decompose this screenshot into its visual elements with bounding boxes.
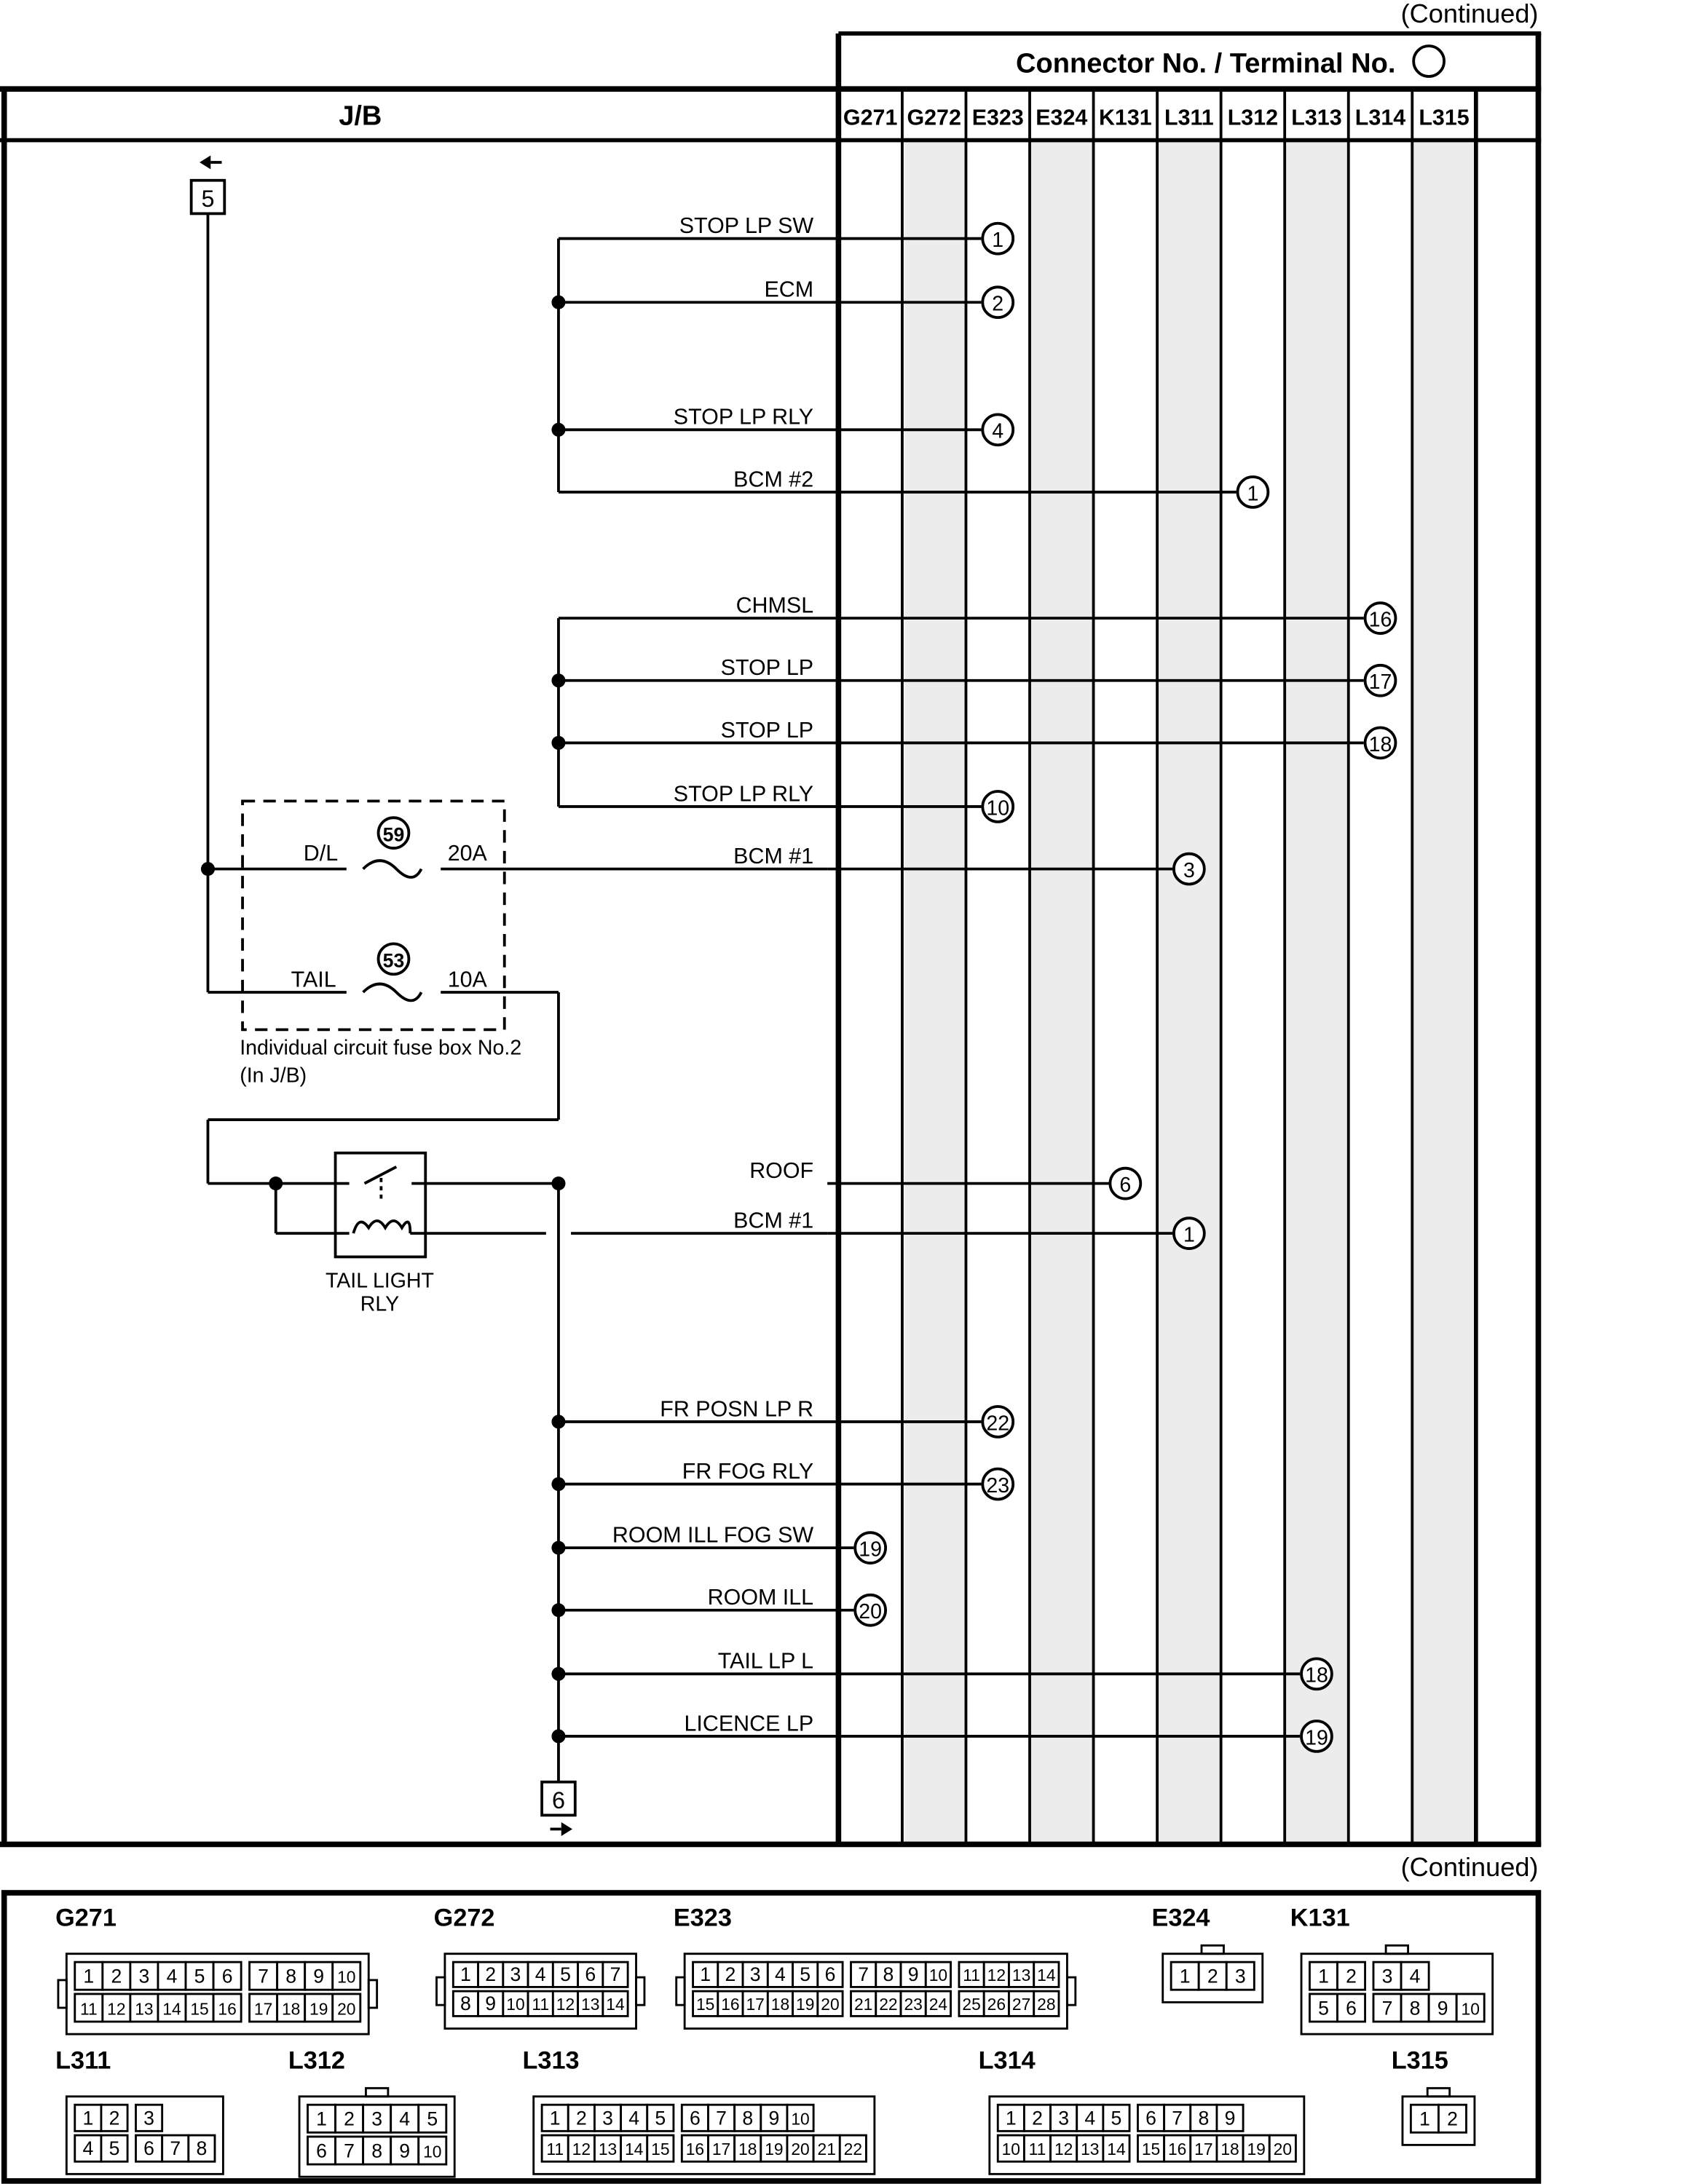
terminal-cell-number: 7 [344, 2140, 355, 2162]
terminal-cell-number: 19 [796, 1994, 815, 2014]
junction-dot [269, 1176, 283, 1190]
terminal-cell-number: 14 [606, 1994, 625, 2014]
terminal-number: 4 [992, 419, 1004, 443]
terminal-cell-number: 17 [711, 2140, 731, 2159]
terminal-cell-number: 3 [510, 1963, 521, 1985]
terminal-cell-number: 2 [1346, 1965, 1357, 1987]
terminal-number: 18 [1368, 732, 1392, 756]
terminal-cell-number: 6 [316, 2140, 327, 2162]
wire-label: ECM [764, 277, 814, 302]
terminal-cell-number: 14 [624, 2140, 644, 2159]
connector-name: L312 [288, 2046, 345, 2075]
terminal-cell-number: 1 [1005, 2107, 1017, 2129]
fuse-tail-name: TAIL [291, 967, 336, 992]
terminal-cell-number: 10 [791, 2109, 810, 2129]
jb-label: J/B [339, 100, 382, 132]
terminal-cell-number: 3 [1234, 1965, 1246, 1987]
terminal-cell-number: 8 [285, 1965, 297, 1987]
terminal-cell-number: 1 [700, 1963, 711, 1985]
terminal-cell-number: 9 [1224, 2107, 1236, 2129]
top-reference-number: 5 [201, 185, 215, 212]
connector-e324 [1151, 1904, 1262, 2003]
connector-name: G272 [433, 1904, 495, 1932]
terminal-cell-number: 15 [695, 1994, 715, 2014]
terminal-cell-number: 22 [879, 1994, 898, 2014]
terminal-cell-number: 25 [962, 1994, 981, 2014]
wire-label: FR POSN LP R [660, 1396, 814, 1422]
terminal-cell-number: 3 [138, 1965, 150, 1987]
terminal-cell-number: 10 [928, 1965, 948, 1985]
terminal-cell-number: 2 [575, 2107, 587, 2129]
terminal-cell-number: 9 [1437, 1997, 1448, 2019]
terminal-cell-number: 17 [746, 1994, 765, 2014]
terminal-cell-number: 18 [1220, 2140, 1239, 2159]
column-header-e324: E324 [1036, 105, 1088, 130]
terminal-cell-number: 4 [82, 2137, 94, 2160]
terminal-cell-number: 1 [1179, 1965, 1191, 1987]
terminal-cell-number: 12 [556, 1994, 575, 2014]
terminal-cell-number: 27 [1011, 1994, 1031, 2014]
terminal-cell-number: 12 [572, 2140, 591, 2159]
terminal-cell-number: 24 [928, 1994, 948, 2014]
terminal-cell-number: 4 [166, 1965, 178, 1987]
terminal-cell-number: 26 [987, 1994, 1006, 2014]
terminal-cell-number: 13 [1011, 1965, 1031, 1985]
terminal-cell-number: 3 [371, 2108, 383, 2130]
terminal-cell-number: 1 [1318, 1965, 1329, 1987]
wire-bcm-1 [733, 844, 1204, 885]
wire-label: ROOM ILL [707, 1585, 814, 1610]
terminal-number: 17 [1368, 670, 1392, 695]
terminal-cell-number: 8 [460, 1992, 471, 2014]
terminal-cell-number: 1 [1419, 2108, 1430, 2130]
terminal-number: 19 [859, 1538, 883, 1562]
terminal-cell-number: 13 [1081, 2140, 1100, 2159]
terminal-cell-number: 13 [135, 1999, 154, 2019]
column-header-l311: L311 [1164, 105, 1214, 130]
fuse-dl-name: D/L [303, 841, 339, 866]
column-header-g272: G272 [907, 105, 961, 130]
terminal-cell-number: 20 [821, 1994, 840, 2014]
terminal-cell-number: 7 [170, 2137, 181, 2160]
connector-lock-tab [436, 1977, 444, 2005]
terminal-cell-number: 5 [427, 2108, 438, 2130]
column-header-l314: L314 [1354, 105, 1406, 130]
terminal-cell-number: 10 [1461, 1999, 1480, 2019]
terminal-cell-number: 1 [82, 2107, 94, 2129]
fuse-tail-number: 53 [382, 949, 405, 972]
terminal-cell-number: 1 [83, 1965, 95, 1987]
column-header-e323: E323 [971, 105, 1024, 130]
wire-label: STOP LP [720, 717, 814, 743]
terminal-cell-number: 16 [721, 1994, 740, 2014]
wire-label: TAIL LP L [717, 1648, 814, 1674]
connector-terminal-title: Connector No. / Terminal No. [1016, 48, 1396, 79]
terminal-cell-number: 2 [1032, 2107, 1043, 2129]
terminal-cell-number: 3 [1058, 2107, 1070, 2129]
terminal-cell-number: 22 [843, 2140, 863, 2159]
terminal-cell-number: 3 [1381, 1965, 1393, 1987]
terminal-cell-number: 6 [1145, 2107, 1156, 2129]
terminal-cell-number: 10 [337, 1967, 356, 1987]
terminal-cell-number: 3 [749, 1963, 761, 1985]
terminal-cell-number: 28 [1037, 1994, 1056, 2014]
terminal-cell-number: 5 [109, 2137, 120, 2160]
terminal-cell-number: 10 [1001, 2140, 1021, 2159]
wire-stop-lp [559, 718, 1395, 759]
terminal-cell-number: 1 [549, 2107, 561, 2129]
wire-label: ROOM ILL FOG SW [612, 1522, 814, 1548]
connector-name: L315 [1391, 2046, 1448, 2075]
terminal-number: 22 [986, 1412, 1010, 1436]
terminal-number: 18 [1305, 1663, 1328, 1688]
terminal-cell-number: 14 [1107, 2140, 1126, 2159]
terminal-cell-number: 19 [1247, 2140, 1266, 2159]
terminal-cell-number: 2 [485, 1963, 497, 1985]
terminal-cell-number: 8 [883, 1963, 894, 1985]
terminal-cell-number: 1 [316, 2108, 327, 2130]
terminal-number: 20 [859, 1600, 883, 1624]
terminal-cell-number: 12 [107, 1999, 126, 2019]
terminal-cell-number: 17 [253, 1999, 273, 2019]
connector-panel [55, 1904, 1493, 2177]
terminal-cell-number: 17 [1194, 2140, 1213, 2159]
terminal-cell-number: 14 [162, 1999, 181, 2019]
terminal-cell-number: 4 [535, 1963, 546, 1985]
connector-e323 [674, 1904, 1076, 2029]
terminal-cell-number: 6 [824, 1963, 836, 1985]
terminal-cell-number: 11 [546, 2140, 564, 2159]
connector-lock-tab [58, 1980, 66, 2008]
junction-dot [201, 862, 215, 876]
connector-name: E324 [1151, 1904, 1210, 1932]
wire-label: STOP LP RLY [673, 781, 814, 807]
connector-l315 [1392, 2047, 1475, 2145]
terminal-cell-number: 6 [585, 1963, 596, 1985]
terminal-number: 10 [986, 796, 1010, 820]
terminal-cell-number: 2 [111, 1965, 122, 1987]
terminal-cell-number: 13 [598, 2140, 618, 2159]
connector-l311 [55, 2047, 223, 2175]
terminal-cell-number: 9 [768, 2107, 780, 2129]
column-header-l313: L313 [1291, 105, 1342, 130]
wire-label: BCM #1 [733, 843, 814, 869]
terminal-number: 1 [992, 229, 1004, 253]
terminal-number: 1 [1247, 482, 1259, 506]
terminal-number: 3 [1183, 859, 1195, 883]
terminal-cell-number: 3 [602, 2107, 613, 2129]
wire-label: BCM #1 [733, 1208, 814, 1233]
fuse-tail-rating: 10A [447, 967, 487, 992]
connector-name: L313 [522, 2046, 580, 2075]
terminal-cell-number: 9 [313, 1965, 325, 1987]
connector-lock-tab [1386, 1945, 1408, 1953]
continued-bottom: (Continued) [1400, 1852, 1539, 1883]
connector-k131 [1290, 1904, 1493, 2034]
connector-lock-tab [636, 1977, 644, 2005]
terminal-cell-number: 15 [1141, 2140, 1161, 2159]
terminal-cell-number: 11 [963, 1965, 980, 1985]
terminal-cell-number: 2 [1447, 2108, 1458, 2130]
terminal-cell-number: 7 [1172, 2107, 1183, 2129]
terminal-cell-number: 21 [853, 1994, 873, 2014]
terminal-cell-number: 4 [775, 1963, 786, 1985]
junction-dots [201, 296, 566, 1744]
terminal-cell-number: 23 [904, 1994, 923, 2014]
terminal-cell-number: 9 [907, 1963, 919, 1985]
terminal-cell-number: 5 [655, 2107, 666, 2129]
column-header-k131: K131 [1098, 105, 1152, 130]
terminal-cell-number: 18 [281, 1999, 301, 2019]
terminal-cell-number: 8 [742, 2107, 754, 2129]
terminal-cell-number: 2 [109, 2107, 120, 2129]
fuse-box-caption: Individual circuit fuse box No.2 [240, 1036, 522, 1060]
connector-l312 [288, 2047, 454, 2177]
terminal-cell-number: 5 [194, 1965, 205, 1987]
tail-light-relay [326, 1269, 434, 1315]
terminal-cell-number: 2 [344, 2108, 355, 2130]
terminal-cell-number: 18 [770, 1994, 790, 2014]
column-shading [905, 139, 1473, 1846]
terminal-cell-number: 7 [858, 1963, 869, 1985]
terminal-cell-number: 21 [817, 2140, 836, 2159]
terminal-cell-number: 2 [1207, 1965, 1218, 1987]
terminal-cell-number: 10 [423, 2142, 442, 2161]
terminal-cell-number: 12 [987, 1965, 1006, 1985]
wire-label: STOP LP SW [679, 213, 814, 239]
connector-name: L311 [55, 2046, 111, 2075]
terminal-number: 6 [1119, 1174, 1132, 1198]
wire-label: LICENCE LP [684, 1711, 814, 1736]
fuse-dl-number: 59 [382, 823, 405, 846]
connector-lock-tab [1202, 1945, 1223, 1953]
wire-label: FR FOG RLY [682, 1458, 814, 1484]
junction-dot [551, 1176, 565, 1190]
terminal-cell-number: 6 [143, 2137, 154, 2160]
terminal-cell-number: 20 [1273, 2140, 1293, 2159]
wire-chmsl [559, 593, 1395, 634]
terminal-cell-number: 7 [716, 2107, 727, 2129]
terminal-cell-number: 5 [1318, 1997, 1329, 2019]
column-header-l312: L312 [1227, 105, 1279, 130]
terminal-cell-number: 16 [218, 1999, 237, 2019]
terminal-cell-number: 10 [506, 1994, 525, 2014]
column-header-l315: L315 [1419, 105, 1470, 130]
terminal-cell-number: 4 [1409, 1965, 1421, 1987]
terminal-cell-number: 9 [485, 1992, 497, 2014]
terminal-number: 1 [1183, 1223, 1195, 1247]
terminal-cell-number: 6 [690, 2107, 701, 2129]
terminal-cell-number: 2 [725, 1963, 736, 1985]
wire-group [559, 213, 1395, 1752]
fuse-box [240, 818, 521, 1087]
terminal-cell-number: 7 [258, 1965, 269, 1987]
wire-label: CHMSL [735, 593, 814, 618]
connector-l313 [522, 2047, 874, 2175]
terminal-cell-number: 3 [143, 2107, 154, 2129]
connector-l314 [979, 2047, 1304, 2175]
terminal-circle-icon [1413, 46, 1444, 76]
connector-g272 [434, 1904, 644, 2029]
connector-name: K131 [1290, 1904, 1350, 1932]
terminal-cell-number: 4 [399, 2108, 411, 2130]
connector-lock-tab [1067, 1977, 1075, 2005]
terminal-cell-number: 20 [791, 2140, 810, 2159]
terminal-cell-number: 19 [309, 1999, 328, 2019]
wire-label: BCM #2 [733, 467, 814, 492]
terminal-cell-number: 7 [1381, 1997, 1393, 2019]
terminal-cell-number: 6 [221, 1965, 233, 1987]
terminal-number: 16 [1368, 608, 1392, 632]
terminal-number: 23 [986, 1474, 1010, 1498]
terminal-cell-number: 1 [460, 1963, 471, 1985]
wire-bcm-1 [733, 1208, 1204, 1249]
terminal-cell-number: 5 [800, 1963, 811, 1985]
wire-label: STOP LP [720, 655, 814, 681]
terminal-cell-number: 15 [190, 1999, 209, 2019]
bottom-reference-number: 6 [551, 1787, 565, 1813]
terminal-cell-number: 16 [1167, 2140, 1187, 2159]
terminal-cell-number: 8 [196, 2137, 208, 2160]
terminal-cell-number: 11 [532, 1994, 550, 2014]
terminal-cell-number: 12 [1054, 2140, 1073, 2159]
terminal-cell-number: 4 [628, 2107, 640, 2129]
wire-stop-lp [559, 655, 1395, 696]
terminal-cell-number: 11 [79, 1999, 98, 2019]
continued-top: (Continued) [1400, 0, 1539, 28]
terminal-cell-number: 5 [1111, 2107, 1122, 2129]
terminal-cell-number: 9 [399, 2140, 411, 2162]
connector-name: L314 [978, 2046, 1036, 2075]
connector-lock-tab [677, 1977, 685, 2005]
terminal-cell-number: 6 [1346, 1997, 1357, 2019]
connector-name: E323 [673, 1904, 732, 1932]
terminal-cell-number: 14 [1037, 1965, 1056, 1985]
terminal-cell-number: 13 [581, 1994, 600, 2014]
wire-label: STOP LP RLY [673, 404, 814, 430]
fuse-box-caption-sub: (In J/B) [240, 1064, 307, 1088]
terminal-cell-number: 16 [685, 2140, 705, 2159]
terminal-cell-number: 18 [738, 2140, 757, 2159]
terminal-cell-number: 19 [765, 2140, 784, 2159]
terminal-cell-number: 7 [610, 1963, 621, 1985]
terminal-cell-number: 15 [651, 2140, 670, 2159]
terminal-cell-number: 8 [371, 2140, 383, 2162]
connector-lock-tab [368, 1980, 376, 2008]
terminal-number: 19 [1305, 1726, 1328, 1750]
relay-label-line1: TAIL LIGHT [325, 1269, 434, 1293]
column-header-g271: G271 [843, 105, 898, 130]
fuse-dl-rating: 20A [447, 841, 487, 866]
terminal-cell-number: 4 [1084, 2107, 1096, 2129]
terminal-cell-number: 8 [1198, 2107, 1210, 2129]
connector-lock-tab [366, 2088, 387, 2096]
terminal-cell-number: 20 [337, 1999, 356, 2019]
terminal-cell-number: 8 [1409, 1997, 1421, 2019]
terminal-number: 2 [992, 292, 1004, 316]
terminal-cell-number: 5 [560, 1963, 571, 1985]
wire-label: ROOF [749, 1158, 814, 1183]
connector-lock-tab [1427, 2088, 1449, 2096]
relay-label-line2: RLY [360, 1292, 400, 1316]
connector-g271 [55, 1904, 377, 2034]
connector-name: G271 [55, 1904, 117, 1932]
terminal-cell-number: 11 [1028, 2140, 1046, 2159]
